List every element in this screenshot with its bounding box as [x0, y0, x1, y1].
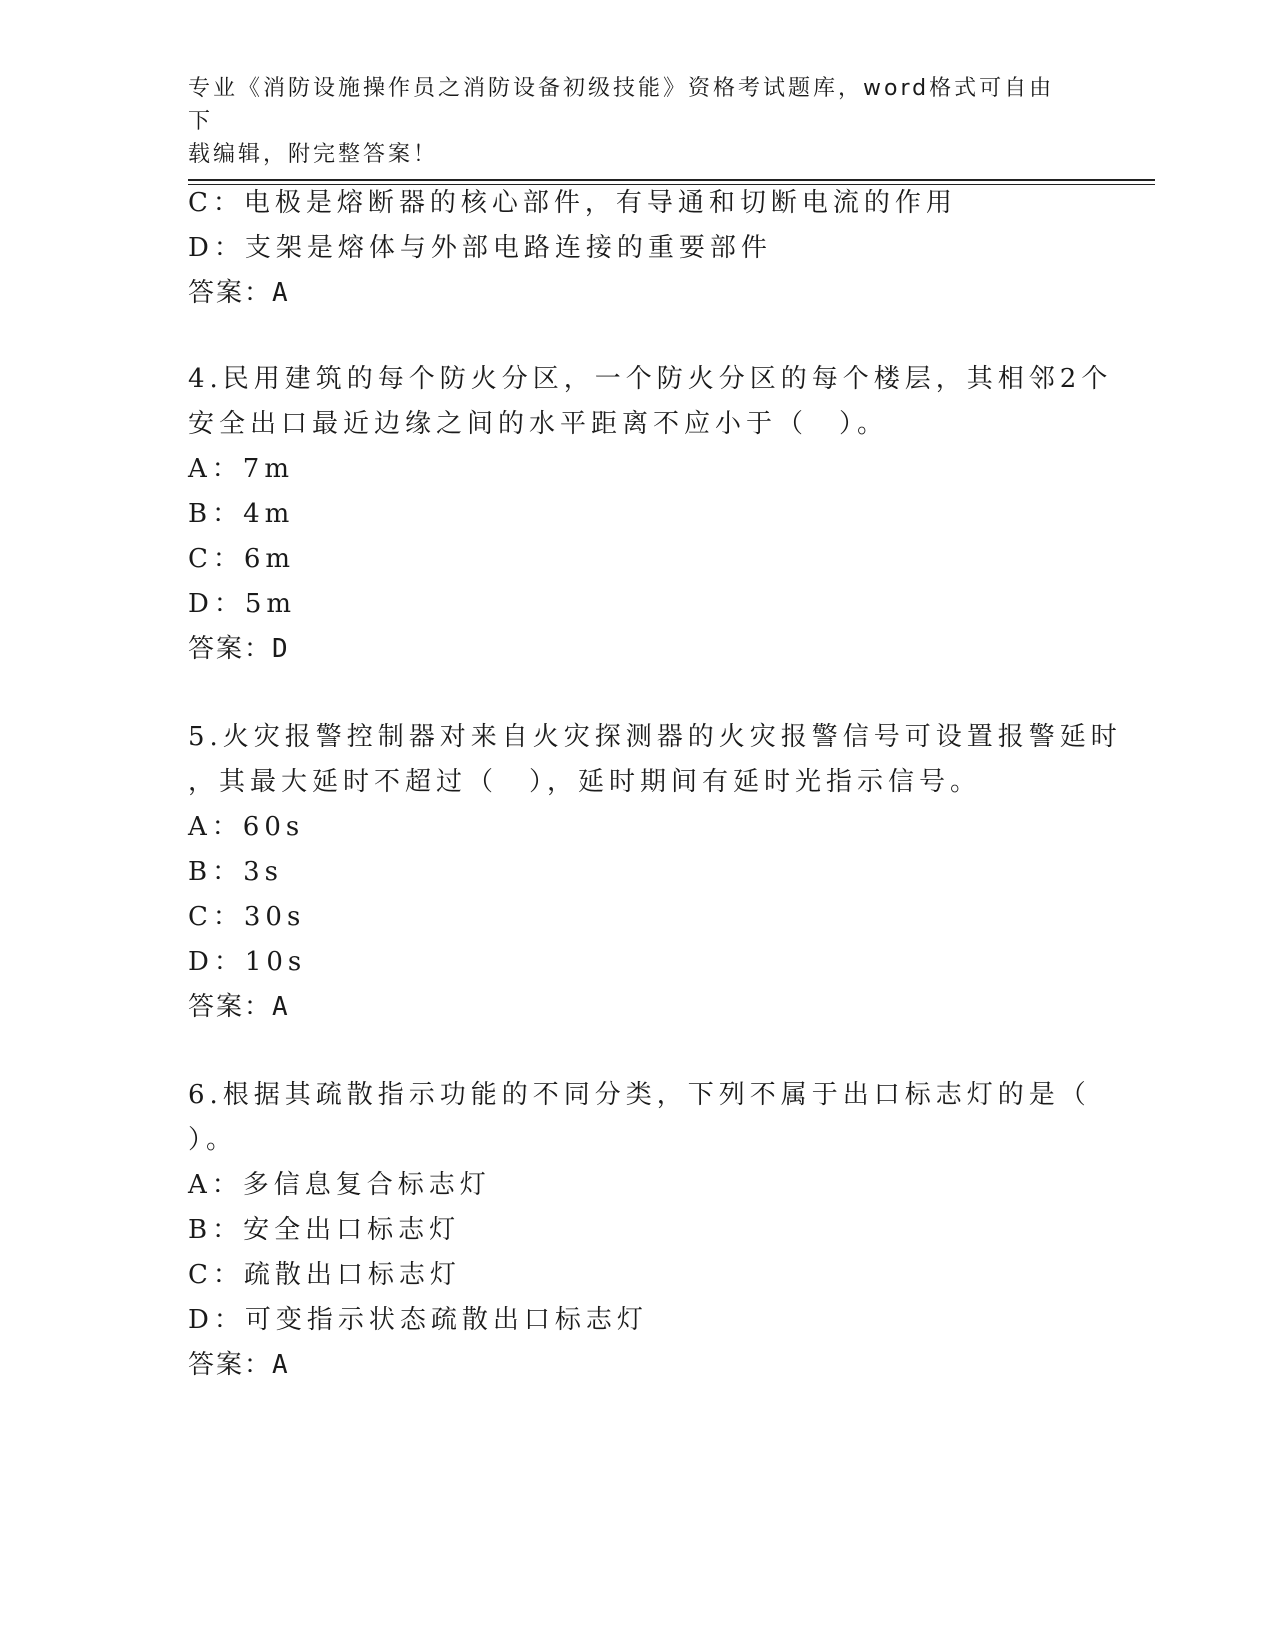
q6-option-a: A：多信息复合标志灯	[188, 1170, 491, 1200]
q5-stem-line-1: 5.火灾报警控制器对来自火灾探测器的火灾报警信号可设置报警延时	[188, 722, 1122, 752]
document-header	[188, 72, 1068, 171]
q4-option-a: A：7m	[188, 454, 294, 484]
answer-label: 答案：	[188, 992, 273, 1022]
q5-answer	[188, 990, 288, 1024]
header-divider-thin	[188, 184, 1155, 185]
answer-value: A	[272, 1350, 288, 1380]
q4-stem-line-2: 安全出口最近边缘之间的水平距离不应小于（ ）。	[188, 409, 889, 439]
q5-option-d: D：10s	[188, 947, 307, 977]
q4-answer	[188, 632, 288, 666]
q6-option-c: C：疏散出口标志灯	[188, 1260, 461, 1290]
header-line-2: 载编辑，附完整答案！	[188, 142, 439, 167]
answer-value: A	[272, 278, 288, 308]
q6-stem-line-2: ）。	[188, 1125, 238, 1155]
answer-label: 答案：	[188, 634, 273, 664]
q5-option-a: A：60s	[188, 812, 305, 842]
q4-stem-line-1: 4.民用建筑的每个防火分区，一个防火分区的每个楼层，其相邻2个	[188, 364, 1113, 394]
q4-option-d: D：5m	[188, 589, 297, 619]
q4-option-c: C：6m	[188, 544, 296, 574]
header-line-1: 专业《消防设施操作员之消防设备初级技能》资格考试题库，word格式可自由下	[188, 76, 1055, 134]
answer-label: 答案：	[188, 1350, 273, 1380]
q5-option-c: C：30s	[188, 902, 306, 932]
q5-stem-line-2: ，其最大延时不超过（ ），延时期间有延时光指示信号。	[188, 767, 982, 797]
header-divider-thick	[188, 179, 1155, 181]
q3-answer	[188, 276, 288, 310]
q6-option-b: B：安全出口标志灯	[188, 1215, 461, 1245]
q3-option-d: D：支架是熔体与外部电路连接的重要部件	[188, 233, 772, 263]
q4-option-b: B：4m	[188, 499, 295, 529]
q3-option-c: C：电极是熔断器的核心部件，有导通和切断电流的作用	[188, 188, 957, 218]
answer-value: A	[272, 992, 288, 1022]
answer-label: 答案：	[188, 278, 273, 308]
q6-answer	[188, 1348, 288, 1382]
answer-value: D	[272, 634, 288, 664]
q6-option-d: D：可变指示状态疏散出口标志灯	[188, 1305, 648, 1335]
q5-option-b: B：3s	[188, 857, 283, 887]
q6-stem-line-1: 6.根据其疏散指示功能的不同分类，下列不属于出口标志灯的是（	[188, 1080, 1091, 1110]
